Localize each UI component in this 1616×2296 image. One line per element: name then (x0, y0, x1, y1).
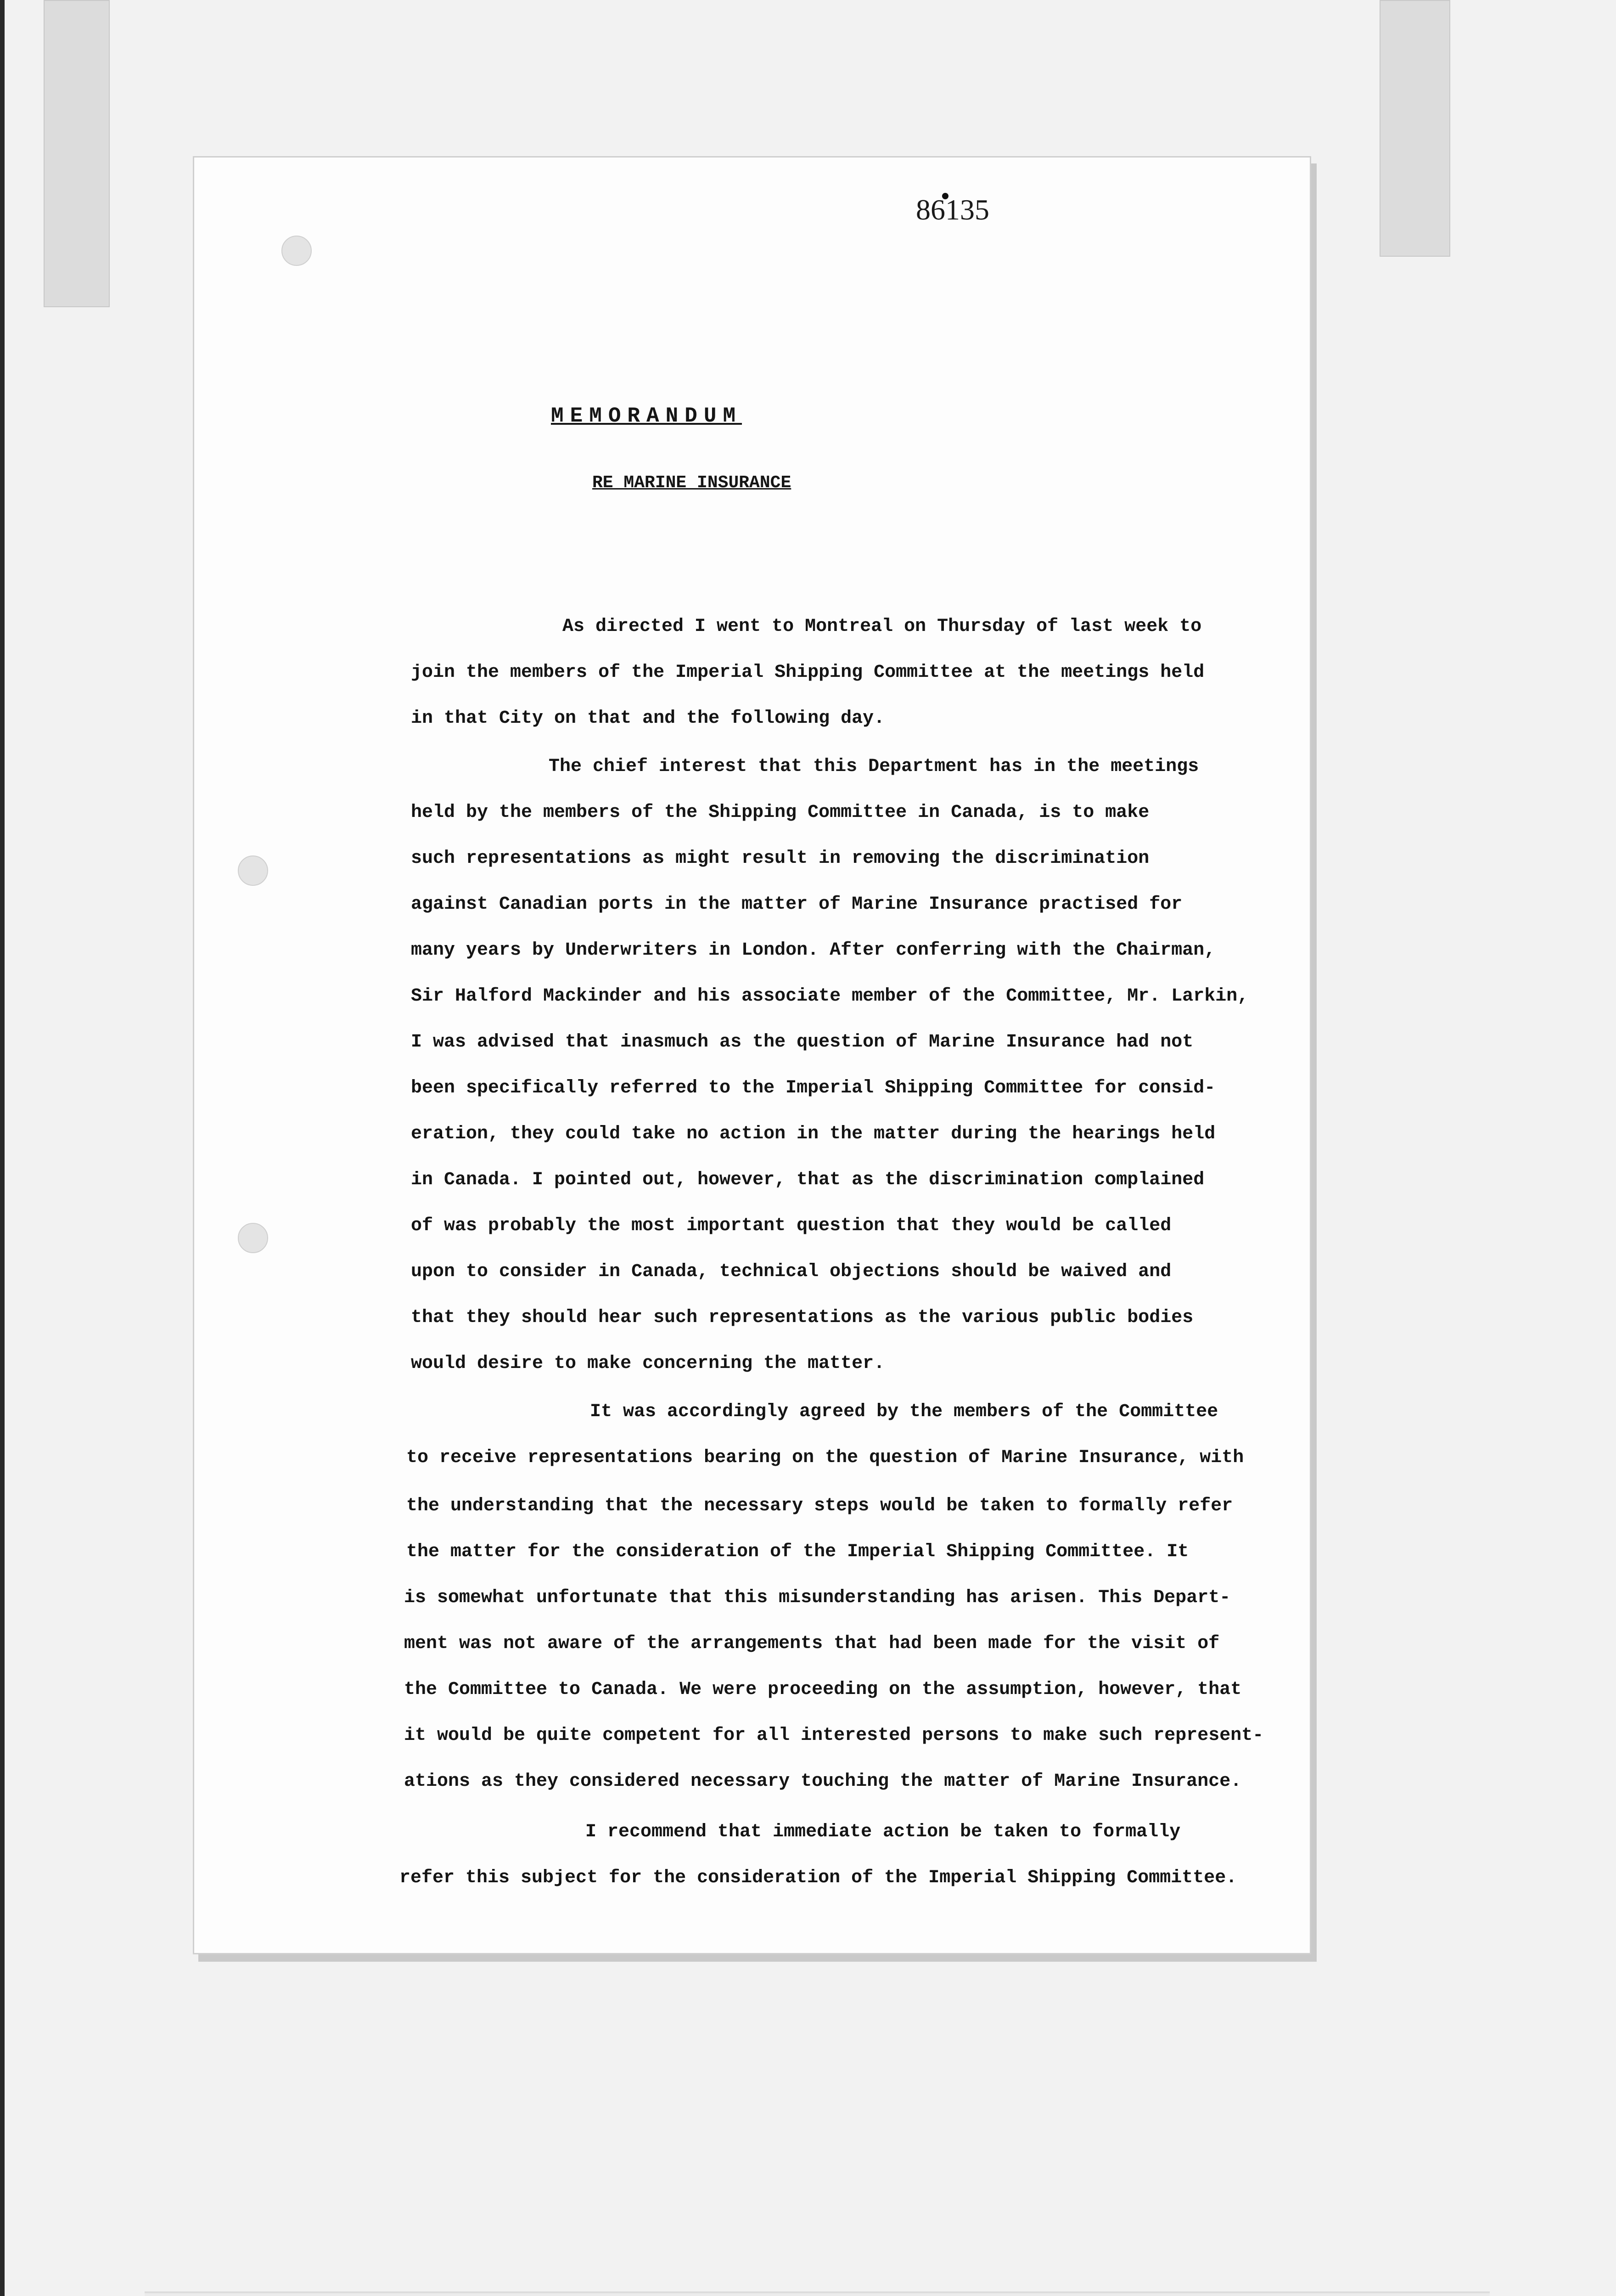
mounting-tape-top-left (44, 0, 110, 307)
body-line: to receive representations bearing on the question of Marine Insurance, with (406, 1447, 1244, 1468)
body-line: As directed I went to Montreal on Thursday of last week to (562, 616, 1202, 637)
memo-title: MEMORANDUM (551, 404, 742, 428)
body-line: that they should hear such representations as the various public bodies (411, 1307, 1194, 1328)
body-line: It was accordingly agreed by the members of the Committee (590, 1401, 1218, 1422)
body-line: upon to consider in Canada, technical objections should be waived and (411, 1261, 1172, 1282)
document-number: 86135 (916, 193, 989, 226)
body-line: I was advised that inasmuch as the question of Marine Insurance had not (411, 1032, 1194, 1052)
mounting-tape-top-right (1380, 0, 1450, 257)
body-line: join the members of the Imperial Shipping Committee at the meetings held (411, 662, 1205, 683)
body-line: ations as they considered necessary touching the matter of Marine Insurance. (404, 1771, 1242, 1792)
body-line: the understanding that the necessary steps would be taken to formally refer (406, 1496, 1233, 1516)
punch-hole-top (281, 236, 312, 266)
body-line: it would be quite competent for all interested persons to make such represent- (404, 1725, 1264, 1746)
film-edge-line (0, 0, 5, 2296)
body-line: The chief interest that this Department has in the meetings (549, 756, 1199, 777)
body-line: such representations as might result in removing the discrimination (411, 848, 1150, 869)
body-line: against Canadian ports in the matter of Marine Insurance practised for (411, 894, 1183, 915)
body-line: in that City on that and the following day. (411, 708, 885, 729)
body-line: refer this subject for the consideration of the Imperial Shipping Committee. (399, 1868, 1237, 1888)
body-line: of was probably the most important question that they would be called (411, 1216, 1172, 1236)
body-line: eration, they could take no action in the matter during the hearings held (411, 1124, 1216, 1144)
archive-label (145, 2291, 1490, 2296)
memo-subtitle: RE MARINE INSURANCE (592, 473, 791, 493)
body-line: Sir Halford Mackinder and his associate member of the Committee, Mr. Larkin, (411, 986, 1249, 1007)
body-line: ment was not aware of the arrangements that had been made for the visit of (404, 1633, 1220, 1654)
body-line: the Committee to Canada. We were proceeding on the assumption, however, that (404, 1679, 1242, 1700)
body-line: been specifically referred to the Imperial Shipping Committee for consid- (411, 1078, 1216, 1098)
body-line: in Canada. I pointed out, however, that as the discrimination complained (411, 1170, 1205, 1190)
body-line: many years by Underwriters in London. After conferring with the Chairman, (411, 940, 1216, 961)
body-line: is somewhat unfortunate that this misunderstanding has arisen. This Depart- (404, 1587, 1231, 1608)
body-line: would desire to make concerning the matter. (411, 1353, 885, 1374)
punch-hole-bottom (238, 1223, 268, 1253)
body-line: the matter for the consideration of the Imperial Shipping Committee. It (406, 1542, 1189, 1562)
body-line: I recommend that immediate action be taken to formally (585, 1822, 1181, 1842)
punch-hole-middle (238, 855, 268, 886)
body-line: held by the members of the Shipping Committee in Canada, is to make (411, 802, 1150, 823)
